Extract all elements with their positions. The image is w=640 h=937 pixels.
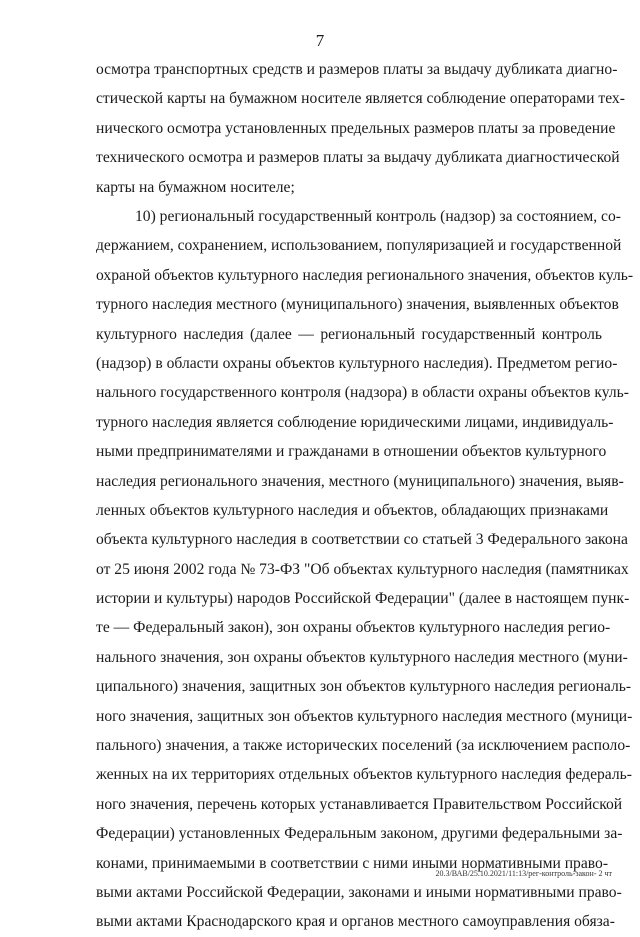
- text-line: истории и культуры) народов Российской Федерации" (далее в настоящем пунк-: [96, 590, 630, 608]
- text-line: выми актами Российской Федерации, законами и иными нормативными право-: [96, 883, 622, 901]
- text-line: ципального) значения, защитных зон объектов культурного наследия региональ-: [96, 678, 632, 696]
- page-number: 7: [315, 31, 325, 50]
- paragraph-item-10: [96, 202, 634, 937]
- text-line: культурного наследия (далее — региональный государственный контроль: [96, 325, 602, 343]
- text-line: охраной объектов культурного наследия регионального значения, объектов куль-: [96, 266, 634, 284]
- text-line: турного наследия является соблюдение юридическими лицами, индивидуаль-: [96, 413, 614, 431]
- text-line: конами, принимаемыми в соответствии с ними иными нормативными право-: [96, 854, 609, 872]
- text-line: нального значения, зон охраны объектов культурного наследия местного (муни-: [96, 648, 628, 666]
- text-line: наследия регионального значения, местного (муниципального) значения, выяв-: [96, 472, 624, 490]
- text-line: те — Федеральный закон), зон охраны объектов культурного наследия регио-: [96, 619, 611, 637]
- text-line: осмотра транспортных средств и размеров платы за выдачу дубликата диагно-: [96, 61, 618, 78]
- text-line: турного наследия местного (муниципального) значения, выявленных объектов: [96, 296, 619, 314]
- text-line: ными предпринимателями и гражданами в отношении объектов культурного: [96, 443, 607, 461]
- text-line: от 25 июня 2002 года № 73-ФЗ "Об объектах культурного наследия (памятниках: [96, 560, 629, 578]
- text-line: нального государственного контроля (надзора) в области охраны объектов куль-: [96, 384, 629, 402]
- text-line: 10) региональный государственный контроль (надзор) за состоянием, со-: [135, 208, 621, 225]
- text-line: ленных объектов культурного наследия и объектов, обладающих признаками: [96, 501, 609, 519]
- text-line: (надзор) в области охраны объектов культурного наследия). Предметом регио-: [96, 354, 618, 372]
- text-line: выми актами Краснодарского края и органов местного самоуправления обяза-: [96, 913, 615, 931]
- footer-document-code: 20.3/ВАВ/25.10.2021/11:13/рег-контроль-закон- 2 чт: [435, 869, 612, 878]
- text-line: держанием, сохранением, использованием, популяризацией и государственной: [96, 237, 622, 255]
- text-line: пального) значения, а также исторических поселений (за исключением располо-: [96, 737, 631, 755]
- text-line: стической карты на бумажном носителе является соблюдение операторами тех-: [96, 90, 625, 108]
- text-line: ного значения, перечень которых устанавливается Правительством Российской: [96, 795, 623, 813]
- text-line: технического осмотра и размеров платы за выдачу дубликата диагностической: [96, 149, 620, 167]
- text-line: карты на бумажном носителе;: [96, 178, 295, 196]
- text-line: нического осмотра установленных предельных размеров платы за проведение: [96, 119, 616, 137]
- text-line: ного значения, защитных зон объектов культурного наследия местного (муници-: [96, 707, 633, 725]
- paragraph-continuation: [96, 55, 625, 202]
- text-line: женных на их территориях отдельных объектов культурного наследия федераль-: [96, 766, 632, 784]
- text-line: объекта культурного наследия в соответствии со статьей 3 Федерального закона: [96, 531, 628, 549]
- text-line: Федерации) установленных Федеральным законом, другими федеральными за-: [96, 825, 623, 843]
